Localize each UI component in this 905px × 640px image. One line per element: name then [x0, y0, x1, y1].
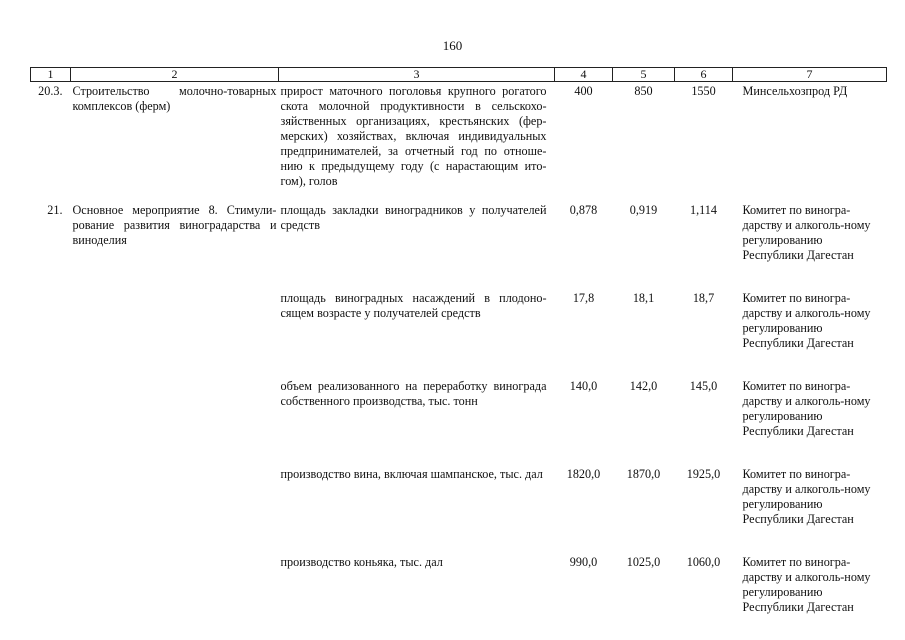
value-col-6: 18,7	[692, 291, 715, 305]
header-cell: 6	[675, 68, 733, 82]
value-col-5: 142,0	[629, 379, 658, 393]
header-cell: 7	[733, 68, 887, 82]
responsible-org: Минсельхозпрод РД	[742, 84, 848, 98]
value-col-5: 1870,0	[626, 467, 661, 481]
table-row	[31, 555, 887, 615]
value-col-6: 1060,0	[686, 555, 721, 569]
table-row	[31, 467, 887, 527]
row-spacer	[31, 263, 887, 291]
table-row	[31, 379, 887, 439]
measure-name: Строительство молочно-товарных комплексов (ферм)	[72, 84, 277, 113]
value-col-6: 1925,0	[686, 467, 721, 481]
responsible-org: Комитет по виногра-дарству и алкоголь-ному регулированию Республики Дагестан	[742, 203, 871, 262]
responsible-org: Комитет по виногра-дарству и алкоголь-ному регулированию Республики Дагестан	[742, 379, 871, 438]
row-number	[31, 467, 71, 527]
value-col-5: 18,1	[632, 291, 655, 305]
spacer-cell	[31, 527, 887, 555]
value-col-6: 145,0	[689, 379, 718, 393]
header-cell: 1	[31, 68, 71, 82]
value-col-5: 1025,0	[626, 555, 661, 569]
measure-name	[71, 555, 279, 615]
table-row	[31, 291, 887, 351]
value-col-6: 1,114	[690, 203, 717, 217]
table-row	[31, 203, 887, 263]
value-col-4: 0,878	[569, 203, 598, 217]
indicator-text: площадь виноградных насаждений в плодоно-сящем возрасте у получателей средств	[280, 291, 547, 320]
measure-name	[71, 379, 279, 439]
value-col-4: 17,8	[572, 291, 595, 305]
row-spacer	[31, 527, 887, 555]
spacer-cell	[31, 263, 887, 291]
row-number: 20.3.	[38, 84, 63, 98]
spacer-cell	[31, 439, 887, 467]
header-cell: 4	[555, 68, 613, 82]
page-number: 160	[442, 38, 463, 53]
value-col-5: 0,919	[629, 203, 658, 217]
indicator-text: прирост маточного поголовья крупного рогатого скота молочной продуктивности в сельскохо-зяйственных организациях, крестьянских (фер-мерских) хозяйствах, включая индивидуальных предпринимателей, за отчетный год по отноше-нию к предыдущему году (с нарастающим ито-гом), голов	[280, 84, 547, 188]
value-col-4: 990,0	[569, 555, 598, 569]
indicators-table	[30, 67, 887, 615]
value-col-4: 140,0	[569, 379, 598, 393]
header-cell: 2	[71, 68, 279, 82]
indicator-text: объем реализованного на переработку винограда собственного производства, тыс. тонн	[280, 379, 547, 408]
spacer-cell	[31, 351, 887, 379]
value-col-5: 850	[634, 84, 653, 98]
row-spacer	[31, 439, 887, 467]
responsible-org: Комитет по виногра-дарству и алкоголь-ному регулированию Республики Дагестан	[742, 555, 871, 614]
header-cell: 3	[279, 68, 555, 82]
indicator-text: площадь закладки виноградников у получателей средств	[280, 203, 547, 232]
responsible-org: Комитет по виногра-дарству и алкоголь-ному регулированию Республики Дагестан	[742, 291, 871, 350]
value-col-4: 400	[574, 84, 593, 98]
row-number	[31, 555, 71, 615]
value-col-4: 1820,0	[566, 467, 601, 481]
header-cell: 5	[613, 68, 675, 82]
table-row	[31, 82, 887, 190]
measure-name	[71, 467, 279, 527]
value-col-6: 1550	[691, 84, 716, 98]
spacer-cell	[31, 189, 887, 203]
row-spacer	[31, 351, 887, 379]
measure-name	[71, 291, 279, 351]
row-number	[31, 379, 71, 439]
table-header-row	[31, 68, 887, 82]
responsible-org: Комитет по виногра-дарству и алкоголь-ному регулированию Республики Дагестан	[742, 467, 871, 526]
row-spacer	[31, 189, 887, 203]
indicator-text: производство вина, включая шампанское, тыс. дал	[280, 467, 543, 481]
indicator-text: производство коньяка, тыс. дал	[280, 555, 443, 569]
row-number: 21.	[47, 203, 63, 217]
row-number	[31, 291, 71, 351]
measure-name: Основное мероприятие 8. Стимули-рование развития виноградарства и виноделия	[72, 203, 277, 247]
